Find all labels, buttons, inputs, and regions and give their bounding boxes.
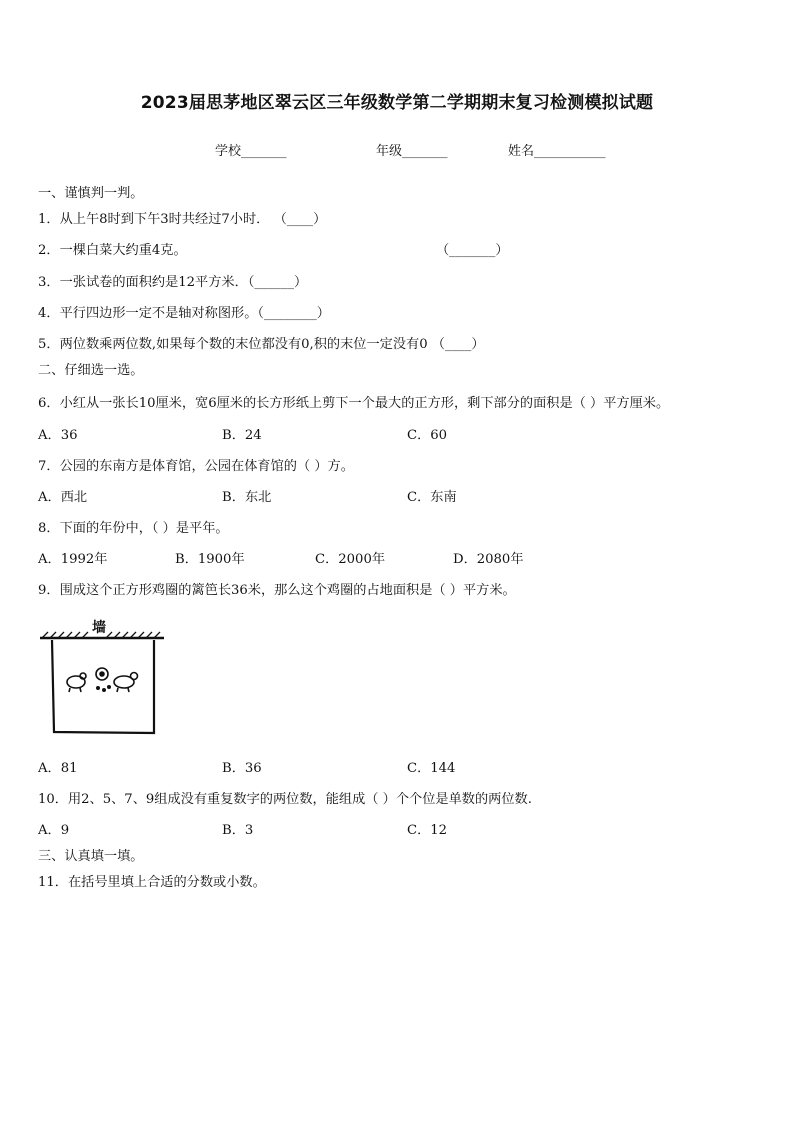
- wall-label: 墙: [92, 620, 106, 636]
- question-2-answer-blank[interactable]: （_______）: [436, 243, 509, 258]
- question-10-option-a[interactable]: A．9: [38, 823, 70, 838]
- question-8-option-d[interactable]: D．2080年: [453, 552, 524, 567]
- chickens-icon: [67, 668, 138, 692]
- question-3: 3．一张试卷的面积约是12平方米．（______）: [38, 275, 308, 290]
- coop-fence: [52, 640, 154, 733]
- question-8-option-a[interactable]: A．1992年: [38, 552, 108, 567]
- question-9-option-a[interactable]: A．81: [38, 761, 78, 776]
- section-heading-3: 三、认真填一填。: [38, 849, 144, 864]
- question-6-option-c[interactable]: C．60: [407, 428, 448, 443]
- question-11: 11．在括号里填上合适的分数或小数。: [38, 875, 266, 890]
- question-9-option-c[interactable]: C．144: [407, 761, 456, 776]
- name-field[interactable]: 姓名___________: [508, 144, 606, 159]
- question-8-option-c[interactable]: C．2000年: [315, 552, 386, 567]
- question-9: 9．围成这个正方形鸡圈的篱笆长36米，那么这个鸡圈的占地面积是（ ）平方米。: [38, 583, 516, 598]
- question-6-option-b[interactable]: B．24: [222, 428, 262, 443]
- question-10-option-b[interactable]: B．3: [222, 823, 254, 838]
- section-heading-2: 二、仔细选一选。: [38, 363, 144, 378]
- question-6-option-a[interactable]: A．36: [38, 428, 78, 443]
- page-title: 2023届思茅地区翠云区三年级数学第二学期期末复习检测模拟试题: [140, 93, 654, 113]
- question-1: 1．从上午8时到下午3时共经过7小时． （____）: [38, 212, 327, 227]
- question-6: 6．小红从一张长10厘米，宽6厘米的长方形纸上剪下一个最大的正方形，剩下部分的面积是（ ）平方厘米。: [38, 396, 670, 411]
- question-4: 4．平行四边形一定不是轴对称图形。（________）: [38, 306, 330, 321]
- question-10: 10．用2、5、7、9组成没有重复数字的两位数，能组成（ ）个个位是单数的两位数.: [38, 792, 532, 807]
- school-field[interactable]: 学校_______: [215, 144, 287, 159]
- grade-field[interactable]: 年级_______: [376, 144, 448, 159]
- question-9-option-b[interactable]: B．36: [222, 761, 262, 776]
- question-8-option-b[interactable]: B．1900年: [175, 552, 245, 567]
- chicken-coop-figure: [38, 612, 168, 736]
- question-5: 5．两位数乘两位数,如果每个数的末位都没有0,积的末位一定没有0 （____）: [38, 337, 485, 352]
- question-7-option-b[interactable]: B．东北: [222, 490, 272, 505]
- question-7-option-a[interactable]: A．西北: [38, 490, 88, 505]
- question-2: 2．一棵白菜大约重4克。: [38, 243, 187, 258]
- question-7: 7．公园的东南方是体育馆，公园在体育馆的（ ）方。: [38, 459, 354, 474]
- question-10-option-c[interactable]: C．12: [407, 823, 448, 838]
- section-heading-1: 一、谨慎判一判。: [38, 186, 144, 201]
- question-7-option-c[interactable]: C．东南: [407, 490, 457, 505]
- question-8: 8．下面的年份中，（ ）是平年。: [38, 521, 229, 536]
